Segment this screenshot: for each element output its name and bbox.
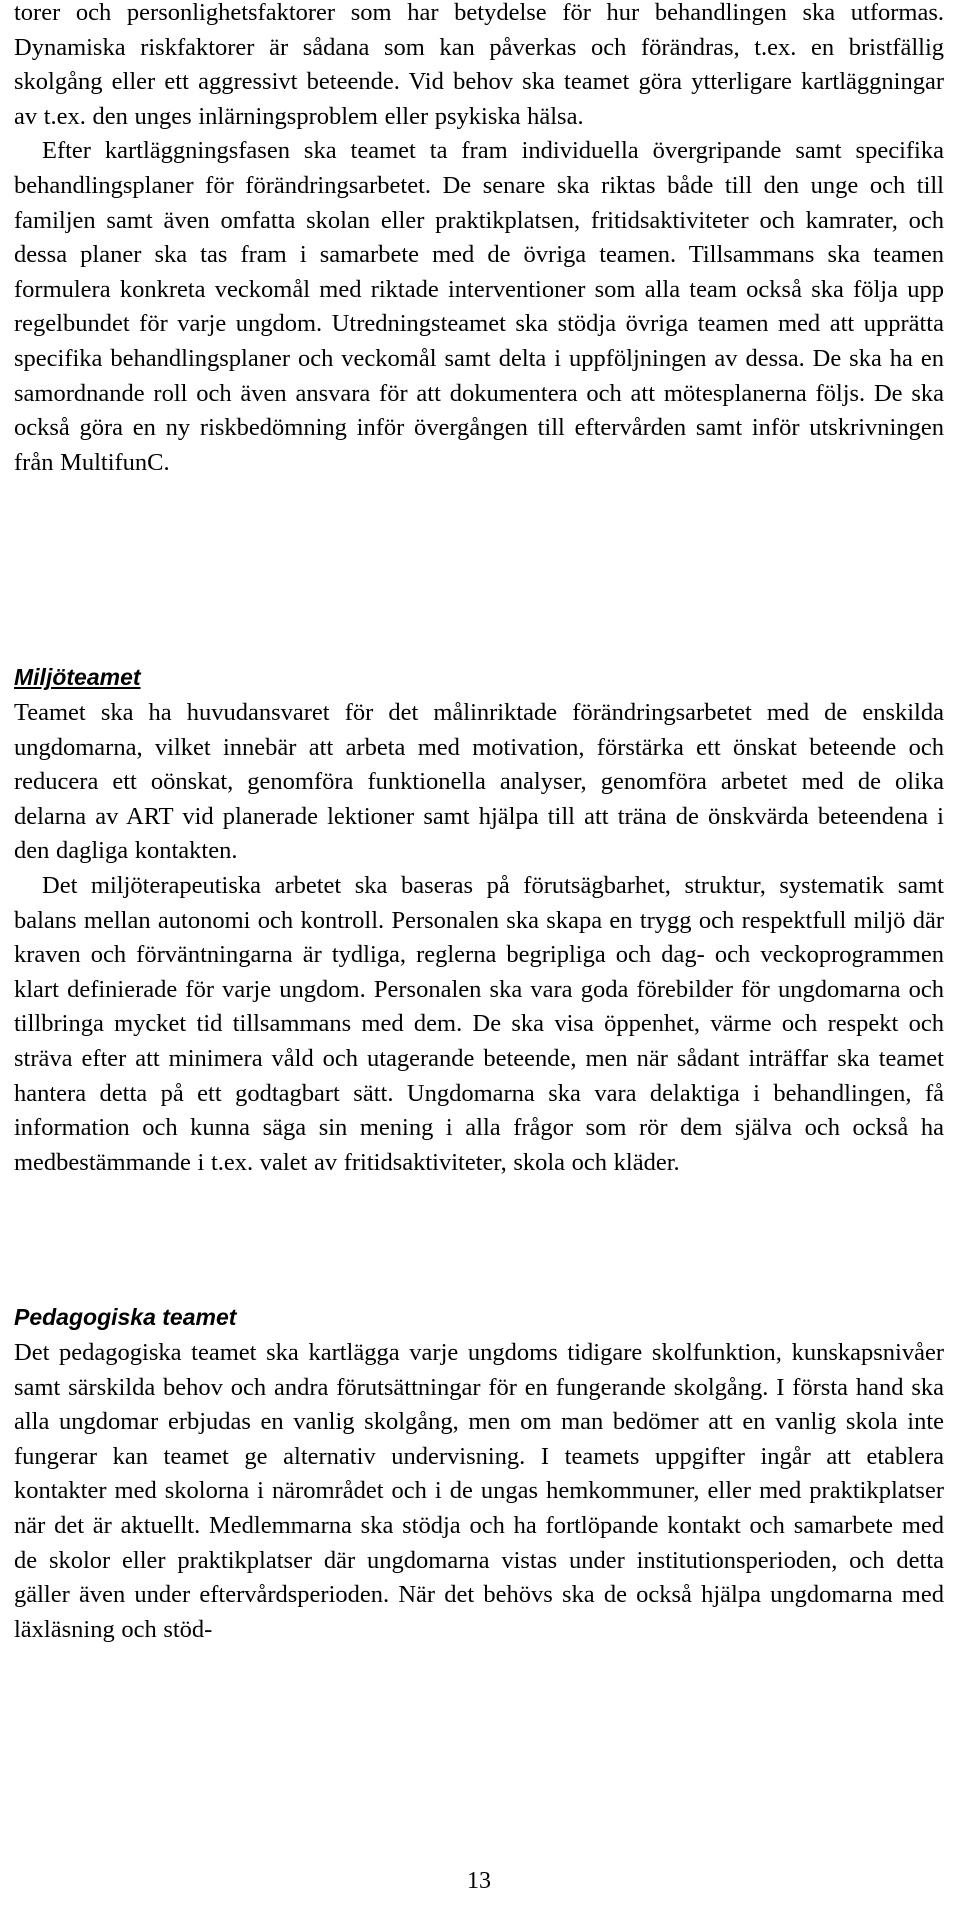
document-page	[14, 0, 944, 1920]
pedagogiska-section	[14, 1336, 944, 1647]
section-heading-miljoteamet: Miljöteamet	[14, 664, 141, 690]
miljo-paragraph-2: Det miljöterapeutiska arbetet ska baseras på förutsägbarhet, struktur, systematik samt balans mellan autonomi och kontroll. Personalen ska skapa en trygg och respektfull miljö där kraven och förväntningarna är tydliga, reglerna begripliga och dag- och veckoprogrammen klart definierade för varje ungdom. Personalen ska vara goda förebilder för ungdomarna och tillbringa mycket tid tillsammans med dem. De ska visa öppenhet, värme och respekt och sträva efter att minimera våld och utagerande beteende, men när sådant inträffar ska teamet hantera detta på ett godtagbart sätt. Ungdomarna ska vara delaktiga i behandlingen, få information och kunna säga sin mening i alla frågor som rör dem själva och också ha medbestämmande i t.ex. valet av fritidsaktiviteter, skola och kläder.	[14, 871, 944, 1176]
section-heading-pedagogiska-teamet: Pedagogiska teamet	[14, 1304, 237, 1330]
miljoteamet-section	[14, 696, 944, 1180]
intro-section	[14, 0, 944, 480]
pedagogiska-paragraph-1: Det pedagogiska teamet ska kartlägga varje ungdoms tidigare skolfunktion, kunskapsnivåer samt särskilda behov och andra förutsättningar för en fungerande skolgång. I första hand ska alla ungdomar erbjudas en vanlig skolgång, men om man bedömer att en vanlig skola inte fungerar kan teamet ge alternativ undervisning. I teamets uppgifter ingår att etablera kontakter med skolorna i närområdet och i de ungas hemkommuner, eller med praktikplatser när det är aktuellt. Medlemmarna ska stödja och ha fortlöpande kontakt och samarbete med de skolor eller praktikplatser där ungdomarna vistas under institutionsperioden, och detta gäller även under eftervårdsperioden. När det behövs ska de också hjälpa ungdomarna med läxläsning och stöd-	[14, 1339, 944, 1643]
page-number: 13	[467, 1868, 491, 1894]
intro-paragraph-2: Efter kartläggningsfasen ska teamet ta fram individuella övergripande samt specifika behandlingsplaner för förändringsarbetet. De senare ska riktas både till den unge och till familjen samt även omfatta skolan eller praktikplatsen, fritidsaktiviteter och kamrater, och dessa planer ska tas fram i samarbete med de övriga teamen. Tillsammans ska teamen formulera konkreta veckomål med riktade interventioner som alla team också ska följa upp regelbundet för varje ungdom. Utredningsteamet ska stödja övriga teamen med att upprätta specifika behandlingsplaner och veckomål samt delta i uppföljningen av dessa. De ska ha en samordnande roll och även ansvara för att dokumentera och att mötesplanerna följs. De ska också göra en ny riskbedömning inför övergången till eftervården samt inför utskrivningen från MultifunC.	[14, 137, 944, 476]
intro-paragraph-1: torer och personlighetsfaktorer som har betydelse för hur behandlingen ska utformas. Dynamiska riskfaktorer är sådana som kan påverkas och förändras, t.ex. en bristfällig skolgång eller ett aggressivt beteende. Vid behov ska teamet göra ytterligare kartläggningar av t.ex. den unges inlärningsproblem eller psykiska hälsa.	[14, 0, 944, 130]
miljo-paragraph-1: Teamet ska ha huvudansvaret för det målinriktade förändringsarbetet med de enskilda ungdomarna, vilket innebär att arbeta med motivation, förstärka ett önskat beteende och reducera ett oönskat, genomföra funktionella analyser, genomföra arbetet med de olika delarna av ART vid planerade lektioner samt hjälpa till att träna de önskvärda beteendena i den dagliga kontakten.	[14, 699, 944, 865]
